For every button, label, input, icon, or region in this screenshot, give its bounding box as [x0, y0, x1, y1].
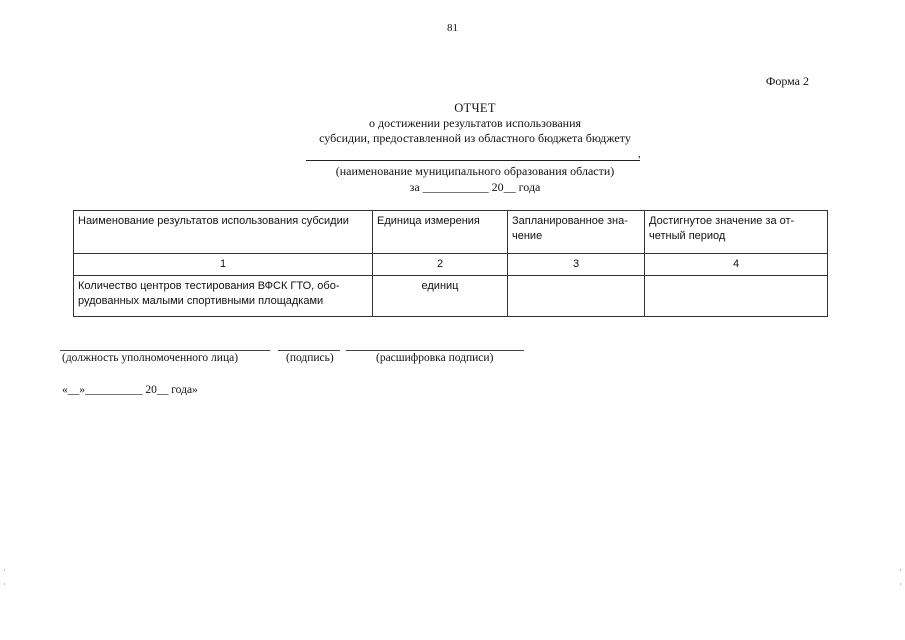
- header-achieved-value: Достигнутое значение за от-четный период: [645, 211, 828, 254]
- signature-line: [278, 350, 340, 351]
- unit-cell: единиц: [373, 276, 508, 317]
- report-subtitle-line1: о достижении результатов использования: [368, 116, 582, 130]
- planned-value-cell[interactable]: [508, 276, 645, 317]
- achieved-value-cell[interactable]: [645, 276, 828, 317]
- header-unit: Единица измерения: [373, 211, 508, 254]
- date-line: «__»__________ 20__ года»: [62, 384, 198, 396]
- column-number: 2: [373, 254, 508, 276]
- column-number: 4: [645, 254, 828, 276]
- table-header-row: [74, 211, 828, 254]
- municipality-caption: (наименование муниципального образования области): [335, 164, 615, 178]
- scan-edge-mark: ·: [3, 580, 6, 589]
- column-number: 1: [74, 254, 373, 276]
- header-result-name: Наименование результатов использования субсидии: [74, 211, 373, 254]
- report-subtitle-line2: субсидии, предоставленной из областного бюджета бюджету: [319, 131, 631, 145]
- decryption-caption: (расшифровка подписи): [376, 352, 494, 364]
- scan-edge-mark: ·: [899, 566, 902, 575]
- report-title: ОТЧЕТ: [454, 101, 496, 115]
- result-name-cell: Количество центров тестирования ВФСК ГТО, обо-рудованных малыми спортивными площадками: [74, 276, 373, 317]
- position-signature-line: [60, 350, 270, 351]
- column-number-row: [74, 254, 828, 276]
- column-number: 3: [508, 254, 645, 276]
- decryption-signature-line: [346, 350, 524, 351]
- form-label: Форма 2: [765, 74, 809, 88]
- scan-edge-mark: ·: [3, 566, 6, 575]
- position-caption: (должность уполномоченного лица): [62, 352, 239, 364]
- table-row: [74, 276, 828, 317]
- municipality-blank-line: [306, 160, 640, 161]
- municipality-comma: ,: [638, 148, 641, 160]
- scan-edge-mark: ·: [899, 580, 902, 589]
- signature-caption: (подпись): [286, 352, 334, 364]
- reporting-period: за ___________ 20__ года: [409, 180, 541, 194]
- results-table: [73, 210, 828, 317]
- page-number: 81: [447, 22, 458, 34]
- header-planned-value: Запланированное зна-чение: [508, 211, 645, 254]
